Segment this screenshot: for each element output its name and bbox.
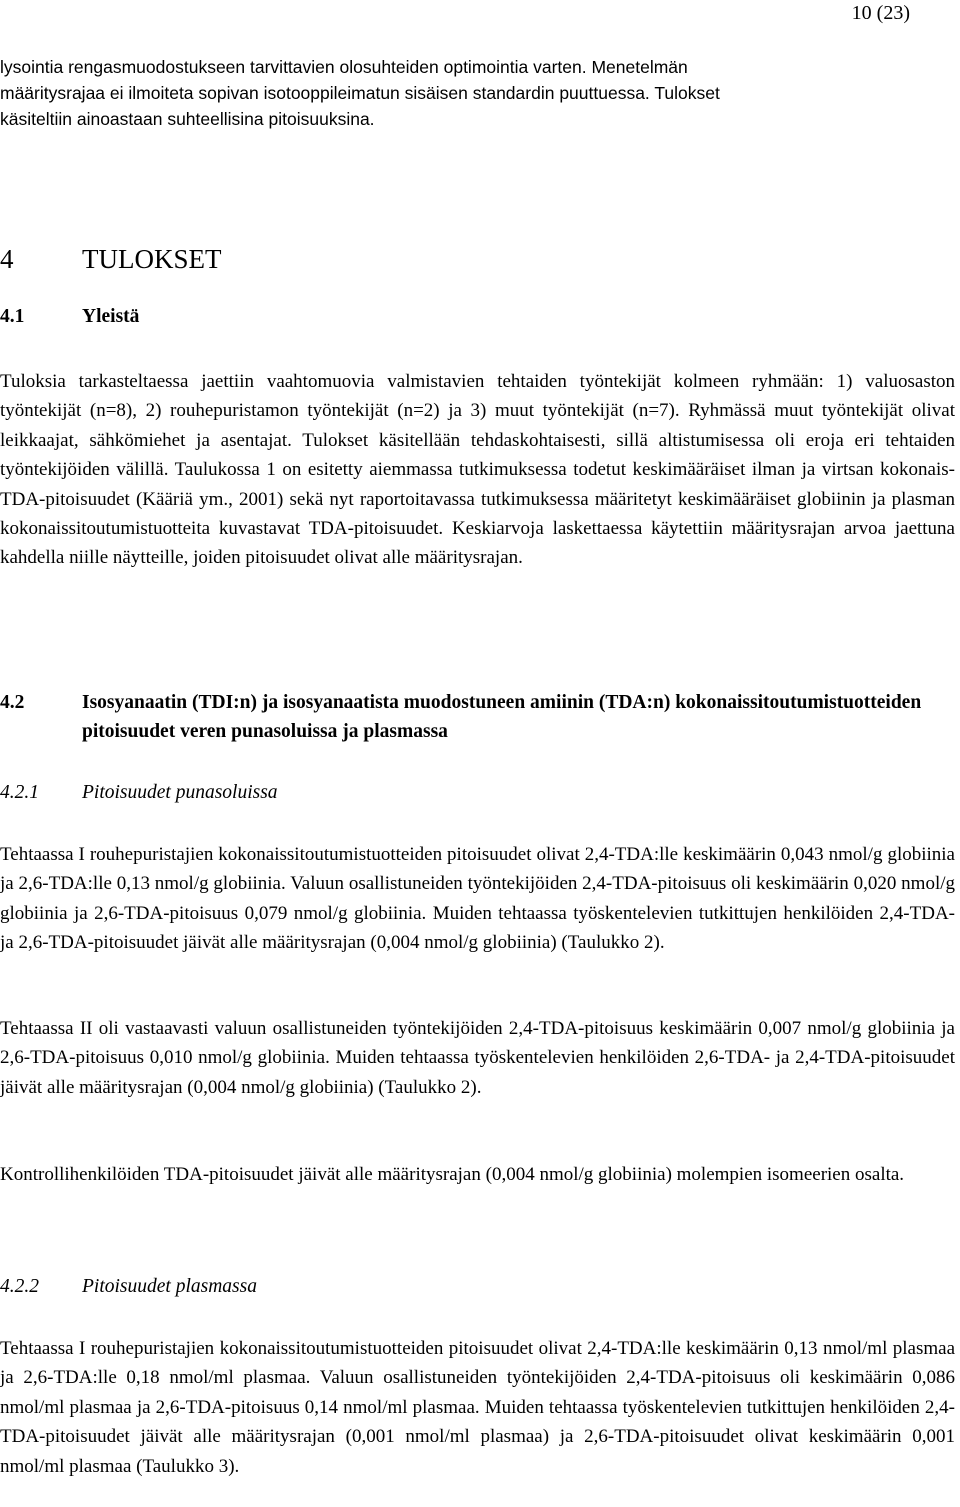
section-4-1-title: Yleistä <box>82 306 140 327</box>
section-4-2-title: Isosyanaatin (TDI:n) ja isosyanaatista muodostuneen amiinin (TDA:n) kokonaissitoutumistuotteiden pitoisuudet veren punasoluissa ja plasmassa <box>82 692 922 742</box>
section-4-1-number: 4.1 <box>0 306 25 327</box>
section-4-number: 4 <box>0 244 14 274</box>
section-4-title: TULOKSET <box>82 244 222 274</box>
section-4-2-1-number: 4.2.1 <box>0 782 39 803</box>
section-4-heading <box>0 244 221 275</box>
section-4-2-1-paragraph-3: Kontrollihenkilöiden TDA-pitoisuudet jäivät alle määritysrajan (0,004 nmol/g globiinia) molempien isomeerien osalta. <box>0 1164 905 1185</box>
section-4-1-heading <box>0 306 139 328</box>
section-4-2-2-heading <box>0 1276 257 1298</box>
section-4-2-1-title: Pitoisuudet punasoluissa <box>82 782 278 803</box>
section-4-2-1-paragraph-1: Tehtaassa I rouhepuristajien kokonaissitoutumistuotteiden pitoisuudet olivat 2,4-TDA:lle keskimäärin 0,043 nmol/g globiinia ja 2,6-TDA:lle 0,13 nmol/g globiinia. Valuun osallistuneiden työntekijöiden 2,4-TDA-pitoisuus oli keskimäärin 0,020 nmol/g globiinia ja 2,6-TDA-pitoisuus 0,079 nmol/g globiinia. Muiden tehtaassa työskentelevien tutkittujen henkilöiden 2,4-TDA- ja 2,6-TDA-pitoisuudet jäivät alle määritysrajan (0,004 nmol/g globiinia) (Taulukko 2). <box>0 844 955 954</box>
section-4-2-1-heading <box>0 782 278 804</box>
section-4-2-heading <box>0 688 922 746</box>
section-4-2-number: 4.2 <box>0 692 25 713</box>
section-4-2-1-paragraph-2: Tehtaassa II oli vastaavasti valuun osallistuneiden työntekijöiden 2,4-TDA-pitoisuus keskimäärin 0,007 nmol/g globiinia ja 2,6-TDA-pitoisuus 0,010 nmol/g globiinia. Muiden tehtaassa työskentelevien henkilöiden 2,6-TDA- ja 2,4-TDA-pitoisuudet jäivät alle määritysrajan (0,004 nmol/g globiinia) (Taulukko 2). <box>0 1018 955 1098</box>
section-4-2-2-paragraph-1: Tehtaassa I rouhepuristajien kokonaissitoutumistuotteiden pitoisuudet olivat 2,4-TDA:lle keskimäärin 0,13 nmol/ml plasmaa ja 2,6-TDA:lle 0,18 nmol/ml plasmaa. Valuun osallistuneiden työntekijöiden 2,4-TDA-pitoisuus oli keskimäärin 0,086 nmol/ml plasmaa ja 2,6-TDA-pitoisuus 0,14 nmol/ml plasmaa. Muiden tehtaassa työskentelevien tutkittujen henkilöiden 2,4-TDA-pitoisuudet jäivät alle määritysrajan (0,001 nmol/ml plasmaa) ja 2,6-TDA-pitoisuudet olivat keskimäärin 0,001 nmol/ml plasmaa (Taulukko 3). <box>0 1338 955 1477</box>
section-4-2-2-title: Pitoisuudet plasmassa <box>82 1276 257 1297</box>
page-number: 10 (23) <box>851 2 910 24</box>
intro-line-1: lysointia rengasmuodostukseen tarvittavien olosuhteiden optimointia varten. Menetelmän <box>0 57 688 77</box>
section-4-1-paragraph: Tuloksia tarkasteltaessa jaettiin vaahtomuovia valmistavien tehtaiden työntekijät kolmeen ryhmään: 1) valuosaston työntekijät (n=8), 2) rouhepuristamon työntekijät (n=2) ja 3) muut työntekijät (n=7). Ryhmässä muut työntekijät olivat leikkaajat, sähkömiehet ja asentajat. Tulokset käsitellään tehdaskohtaisesti, sillä altistumisessa oli eroja eri tehtaiden työntekijöiden välillä. Taulukossa 1 on esitetty aiemmassa tutkimuksessa todetut keskimääräiset ilman ja virtsan kokonais-TDA-pitoisuudet (Kääriä ym., 2001) sekä nyt raportoitavassa tutkimuksessa määritetyt keskimääräiset globiinin ja plasman kokonaissitoutumistuotteita kuvastavat TDA-pitoisuudet. Keskiarvoja laskettaessa käytettiin määritysrajan arvoa jaettuna kahdella niille näytteille, joiden pitoisuudet olivat alle määritysrajan. <box>0 371 955 569</box>
intro-line-3: käsiteltiin ainoastaan suhteellisina pitoisuuksina. <box>0 109 375 129</box>
section-4-2-2-number: 4.2.2 <box>0 1276 39 1297</box>
intro-line-2: määritysrajaa ei ilmoiteta sopivan isotooppileimatun sisäisen standardin puuttuessa. Tulokset <box>0 83 720 103</box>
